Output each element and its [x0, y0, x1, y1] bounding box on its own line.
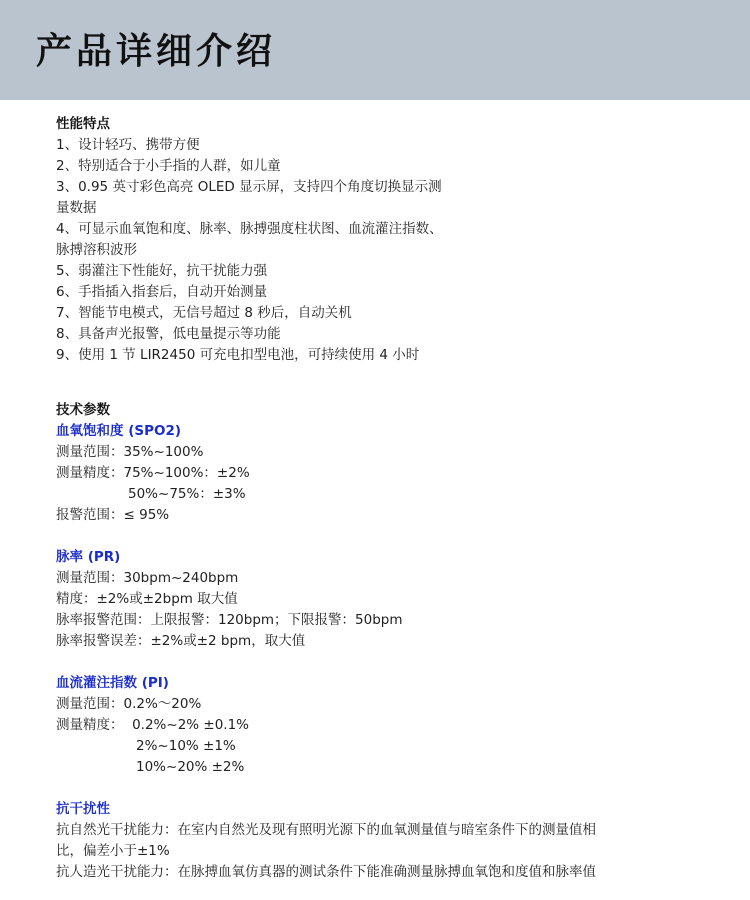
features-heading: 性能特点 [56, 116, 110, 132]
feature-line: 脉搏溶积波形 [56, 242, 137, 258]
feature-line: 4、可显示血氧饱和度、脉率、脉搏强度柱状图、血流灌注指数、 [56, 221, 443, 237]
feature-line: 1、设计轻巧、携带方便 [56, 137, 200, 153]
page-title: 产品详细介绍 [36, 31, 277, 72]
interference-title: 抗干扰性 [56, 801, 110, 817]
pi-accuracy-high: 10%~20% ±2% [136, 759, 245, 775]
feature-line: 2、特别适合于小手指的人群，如儿童 [56, 158, 281, 174]
pr-title: 脉率 (PR) [56, 549, 121, 565]
pr-accuracy: 精度：±2%或±2bpm 取大值 [56, 591, 238, 607]
feature-line: 量数据 [56, 200, 97, 216]
spo2-alarm: 报警范围：≤ 95% [56, 507, 170, 523]
pi-accuracy-mid: 2%~10% ±1% [136, 738, 236, 754]
interference-natural-cont: 比，偏差小于±1% [56, 843, 170, 859]
pr-alarm: 脉率报警范围：上限报警：120bpm；下限报警：50bpm [56, 612, 403, 628]
spo2-range: 测量范围：35%~100% [56, 444, 204, 460]
feature-line: 6、手指插入指套后，自动开始测量 [56, 284, 268, 300]
interference-artificial: 抗人造光干扰能力：在脉搏血氧仿真器的测试条件下能准确测量脉搏血氧饱和度值和脉率值 [56, 864, 596, 880]
pi-accuracy: 测量精度： 0.2%~2% ±0.1% [56, 717, 250, 733]
header-bar [0, 0, 750, 100]
feature-line: 5、弱灌注下性能好，抗干扰能力强 [56, 263, 268, 279]
pi-range: 测量范围：0.2%～20% [56, 696, 202, 712]
pr-alarm-error: 脉率报警误差：±2%或±2 bpm，取大值 [56, 633, 306, 649]
product-description [0, 100, 750, 883]
interference-natural: 抗自然光干扰能力：在室内自然光及现有照明光源下的血氧测量值与暗室条件下的测量值相 [56, 822, 596, 838]
pi-title: 血流灌注指数 (PI) [56, 675, 169, 691]
feature-line: 3、0.95 英寸彩色高亮 OLED 显示屏，支持四个角度切换显示测 [56, 179, 442, 195]
feature-line: 7、智能节电模式，无信号超过 8 秒后，自动关机 [56, 305, 352, 321]
spo2-title: 血氧饱和度 (SPO2) [56, 423, 182, 439]
spo2-accuracy-low: 50%~75%：±3% [128, 486, 246, 502]
spo2-accuracy: 测量精度：75%~100%：±2% [56, 465, 250, 481]
pr-range: 测量范围：30bpm~240bpm [56, 570, 239, 586]
specs-heading: 技术参数 [56, 402, 110, 418]
feature-line: 8、具备声光报警，低电量提示等功能 [56, 326, 281, 342]
feature-line: 9、使用 1 节 LIR2450 可充电扣型电池，可持续使用 4 小时 [56, 347, 420, 363]
